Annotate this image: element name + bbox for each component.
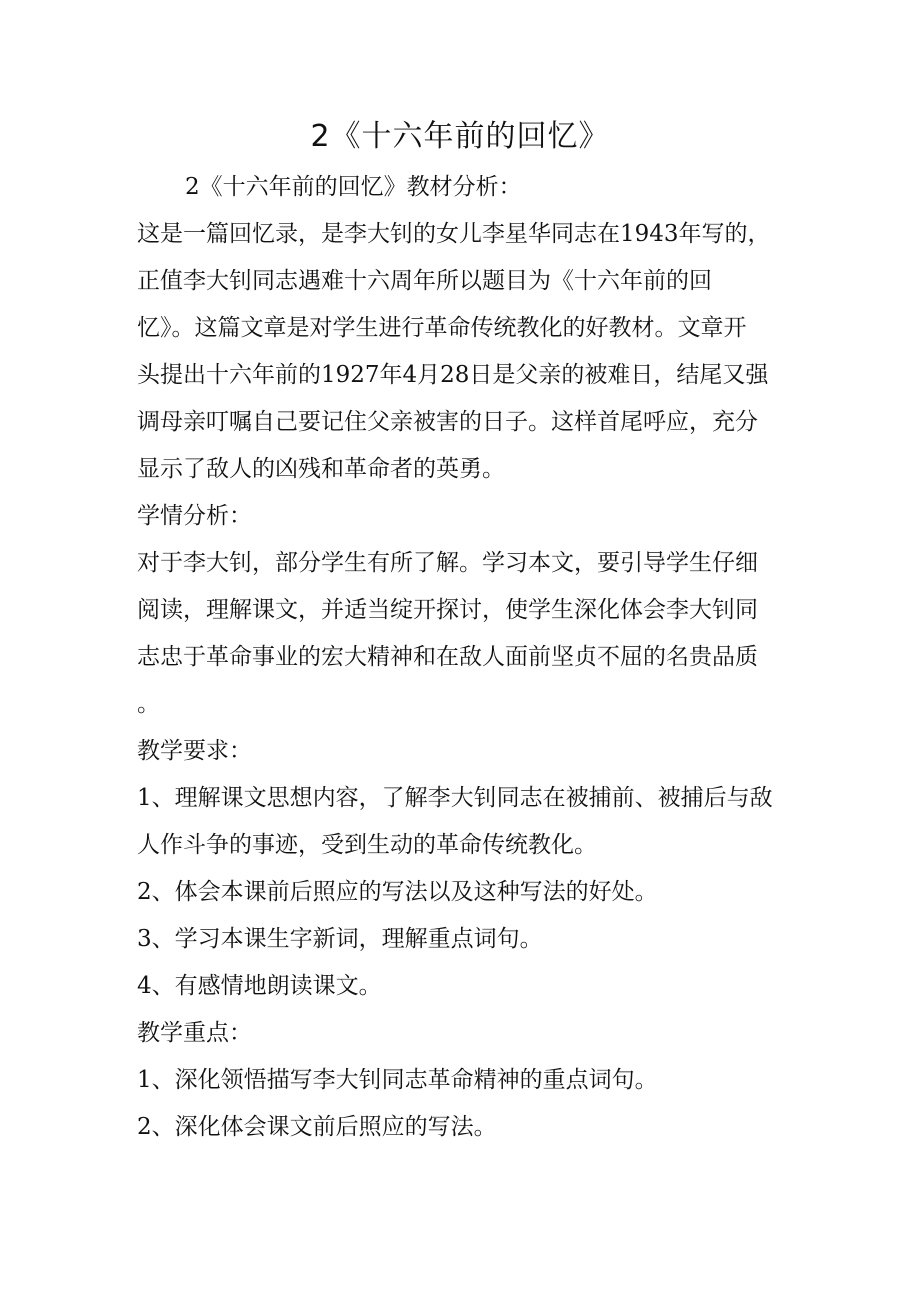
paragraph-line: 头提出十六年前的1927年4月28日是父亲的被难日，结尾又强 [137,362,769,388]
paragraph-line: 。 [137,691,160,717]
paragraph-line: 调母亲叮嘱自己要记住父亲被害的日子。这样首尾呼应，充分 [137,409,758,435]
list-item-line: 2、体会本课前后照应的写法以及这种写法的好处。 [137,879,658,905]
list-item-line: 2、深化体会课文前后照应的写法。 [137,1114,497,1140]
paragraph-line: 显示了敌人的凶残和革命者的英勇。 [137,456,505,482]
list-item-line: 1、理解课文思想内容，了解李大钊同志在被捕前、被捕后与敌 [137,785,773,811]
paragraph-line: 这是一篇回忆录，是李大钊的女儿李星华同志在1943年写的， [137,221,771,247]
paragraph-line: 忆》。这篇文章是对学生进行革命传统教化的好教材。文章开 [137,315,747,341]
section-heading-teaching-requirements: 教学要求： [137,738,252,764]
section-heading-student-analysis: 学情分析： [137,503,252,529]
list-item-line: 4、有感情地朗读课文。 [137,973,382,999]
paragraph-line: 阅读，理解课文，并适当绽开探讨，使学生深化体会李大钊同 [137,597,758,623]
list-item-line: 人作斗争的事迹，受到生动的革命传统教化。 [137,832,597,858]
document-title: 2《十六年前的回忆》 [310,119,610,154]
list-item-line: 1、深化领悟描写李大钊同志革命精神的重点词句。 [137,1067,658,1093]
section-heading-material-analysis: 2《十六年前的回忆》教材分析： [185,174,522,200]
document-body [137,164,787,1151]
paragraph-line: 正值李大钊同志遇难十六周年所以题目为《十六年前的回 [137,268,712,294]
paragraph-line: 对于李大钊，部分学生有所了解。学习本文，要引导学生仔细 [137,550,758,576]
paragraph-line: 志忠于革命事业的宏大精神和在敌人面前坚贞不屈的名贵品质 [137,644,758,670]
list-item-line: 3、学习本课生字新词，理解重点词句。 [137,926,543,952]
section-heading-teaching-key-points: 教学重点： [137,1020,252,1046]
